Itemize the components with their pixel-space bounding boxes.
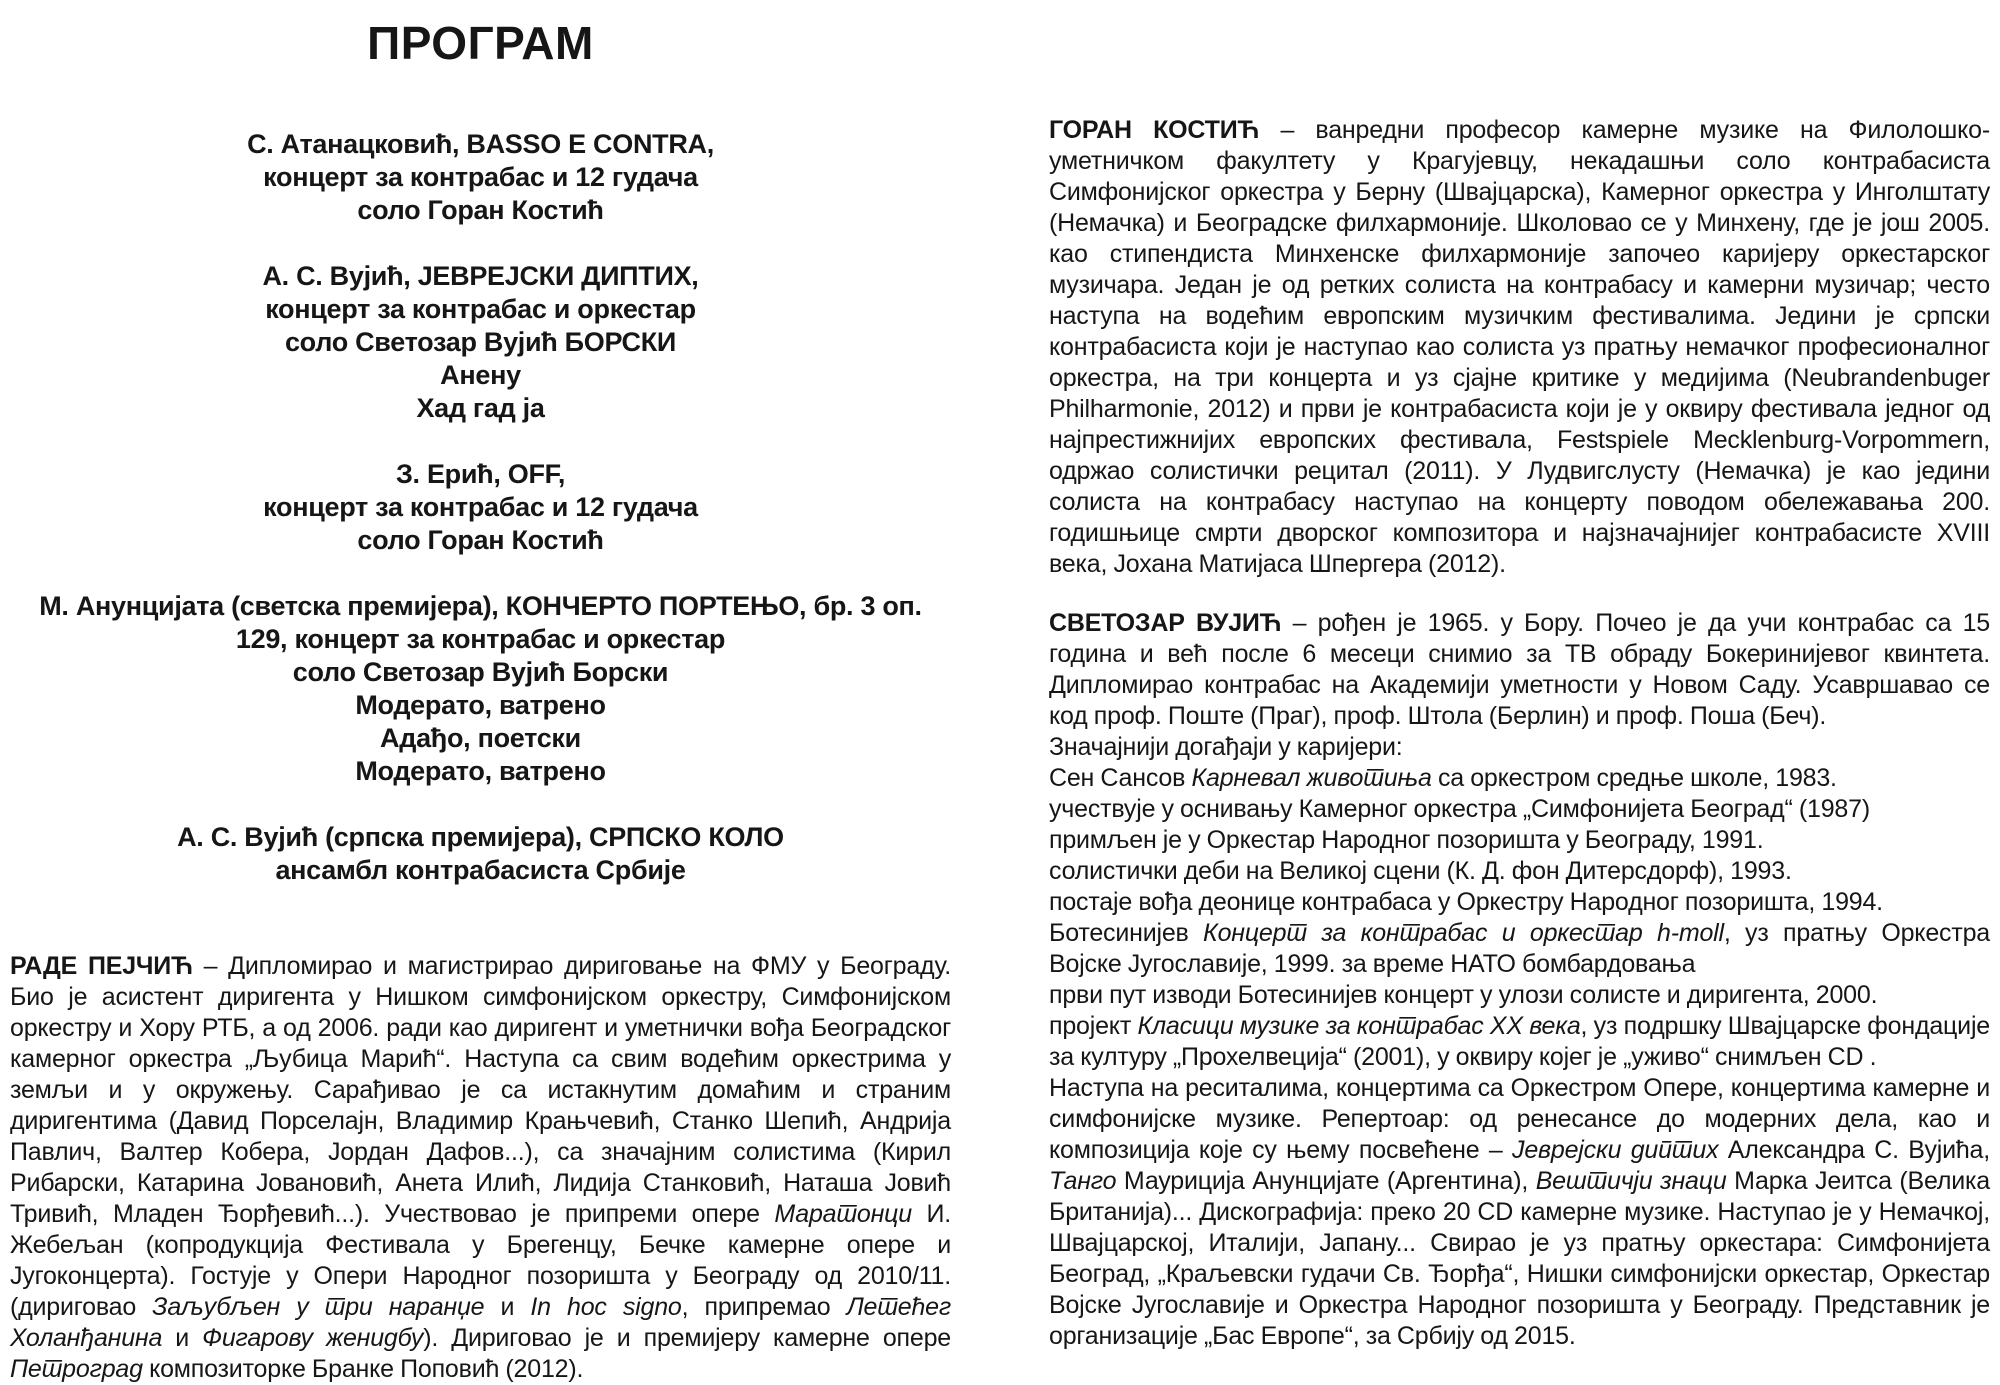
bio-paragraph: пројект Класици музике за контрабас XX века, уз подршку Швајцарске фондације за културу „Прохелвеција“ (2001), у оквиру којег је „уживо“ снимљен CD . <box>1049 1012 1990 1071</box>
right-column <box>1049 16 1990 1385</box>
program-item: С. Атанацковић, BASSO E CONTRA, концерт за контрабас и 12 гудача соло Горан Костић <box>247 129 714 225</box>
program-item: М. Анунцијата (светска премијера), КОНЧЕРТО ПОРТЕЊО, бр. 3 оп. 129, концерт за контрабас и оркестар соло Светозар Вујић Борски Модерато, ватрено Адађо, поетски Модерато, ватрено <box>39 591 922 786</box>
program-list <box>10 128 951 887</box>
program-item: А. С. Вујић, ЈЕВРЕЈСКИ ДИПТИХ, концерт за контрабас и оркестар соло Светозар Вујић БОРСКИ Анену Хад гад ја <box>262 261 699 423</box>
program-item: З. Ерић, OFF, концерт за контрабас и 12 гудача соло Горан Костић <box>263 459 698 555</box>
page-title: ПРОГРАМ <box>367 17 594 69</box>
bio-paragraph: постаје вођа деонице контрабаса у Оркестру Народног позоришта, 1994. <box>1049 888 1883 916</box>
bio-paragraph: Ботесинијев Концерт за контрабас и оркестар h-moll, уз пратњу Оркестра Војске Југославије, 1999. за време НАТО бомбардовања <box>1049 919 1990 978</box>
left-column <box>10 16 951 1385</box>
bio-rade-pejcic: РАДЕ ПЕЈЧИЋ – Дипломирао и магистрирао дириговање на ФМУ у Београду. Био је асистент диригента у Нишком симфонијском оркестру, Симфонијском оркестру и Хору РТБ, а од 2006. ради као диригент и уметнички вођа Београдског камерног оркестра „Љубица Марић“. Наступа са свим водећим оркестрима у земљи и у окружењу. Сарађивао је са истакнутим домаћим и страним диригентима (Давид Порселајн, Владимир Крањчевић, Станко Шепић, Андрија Павлич, Валтер Кобера, Јордан Дафов...), са значајним солистима (Кирил Рибарски, Катарина Јовановић, Анета Илић, Лидија Станковић, Наташа Јовић Тривић, Младен Ђорђевић...). Учествовао је припреми опере Маратонци И. Жебељан (копродукција Фестивала у Брегенцу, Бечке камерне опере и Југоконцерта). Гостује у Опери Народног позоришта у Београду од 2010/11. (дириговао Заљубљен у три наранџе и In hoc signo, припремао Летећег Холанђанина и Фигарову женидбу). Дириговао је и премијеру камерне опере Петроград композиторке Бранке Поповић (2012). <box>10 952 951 1383</box>
bio-paragraph: Наступа на реситалима, концертима са Оркестром Опере, концертима камерне и симфонијске музике. Репертоар: од ренесансе до модерних дела, као и композиција које су њему посвећене – Јеврејски диптих Александра С. Вујића, Танго Мауриција Анунцијате (Аргентина), Вештичји знаци Марка Јеитса (Велика Британија)... Дискографија: преко 20 CD камерне музике. Наступао је у Немачкој, Швајцарској, Италији, Јапану... Свирао је уз пратњу оркестара: Симфонијета Београд, „Краљевски гудачи Св. Ђорђа“, Нишки симфонијски оркестар, Оркестар Војске Југославије и Оркестра Народног позоришта у Београду. Представник је организације „Бас Европе“, за Србију од 2015. <box>1049 1074 1991 1350</box>
bio-paragraph: први пут изводи Ботесинијев концерт у улози солисте и диригента, 2000. <box>1049 981 1878 1009</box>
bio-paragraph: примљен је у Оркестар Народног позоришта у Београду, 1991. <box>1049 826 1764 854</box>
bio-paragraph: солистички деби на Великој сцени (К. Д. фон Дитерсдорф), 1993. <box>1049 857 1792 885</box>
program-item: А. С. Вујић (српска премијера), СРПСКО КОЛО ансамбл контрабасиста Србије <box>177 822 784 885</box>
bio-paragraph: СВЕТОЗАР ВУЈИЋ – рођен је 1965. у Бору. Почео је да учи контрабас са 15 година и већ после 6 месеци снимио за ТВ обраду Бокеринијевог квинтета. Дипломирао контрабас на Академији уметности у Новом Саду. Усавршавао се код проф. Поште (Праг), проф. Штола (Берлин) и проф. Поша (Беч). <box>1049 609 1990 730</box>
bio-svetozar-vujic <box>1049 608 1990 1352</box>
bio-goran-kostic: ГОРАН КОСТИЋ – ванредни професор камерне музике на Филолошко-уметничком факултету у Крагујевцу, некадашњи соло контрабасиста Симфонијског оркестра у Берну (Швајцарска), Камерног оркестра у Инголштату (Немачка) и Београдске филхармоније. Школовао се у Минхену, где је још 2005. као стипендиста Минхенске филхармоније започео каријеру оркестарског музичара. Један је од ретких солиста на контрабасу и камерни музичар; често наступа на водећим европским музичким фестивалима. Једини је српски контрабасиста који је наступао као солиста уз пратњу немачког професионалног оркестра, на три концерта и уз сјајне критике у медијима (Neubrandenbuger Philharmonie, 2012) и први је контрабасиста који је у оквиру фестивала једног од најпрестижнијих европских фестивала, Festspiele Mecklenburg-Vorpommern, одржао солистички рецитал (2011). У Лудвигслусту (Немачка) је као једини солиста на контрабасу наступао на концерту поводом обележавања 200. годишњице смрти дворског композитора и најзначајнијег контрабасисте XVIII века, Јохана Матијаса Шпергера (2012). <box>1049 116 1990 578</box>
bio-paragraph: учествује у оснивању Камерног оркестра „Симфонијета Београд“ (1987) <box>1049 795 1870 823</box>
bio-paragraph: Сен Сансов Карневал животиња са оркестром средње школе, 1983. <box>1049 764 1837 792</box>
bio-paragraph: Значајнији догађаји у каријери: <box>1049 733 1403 761</box>
